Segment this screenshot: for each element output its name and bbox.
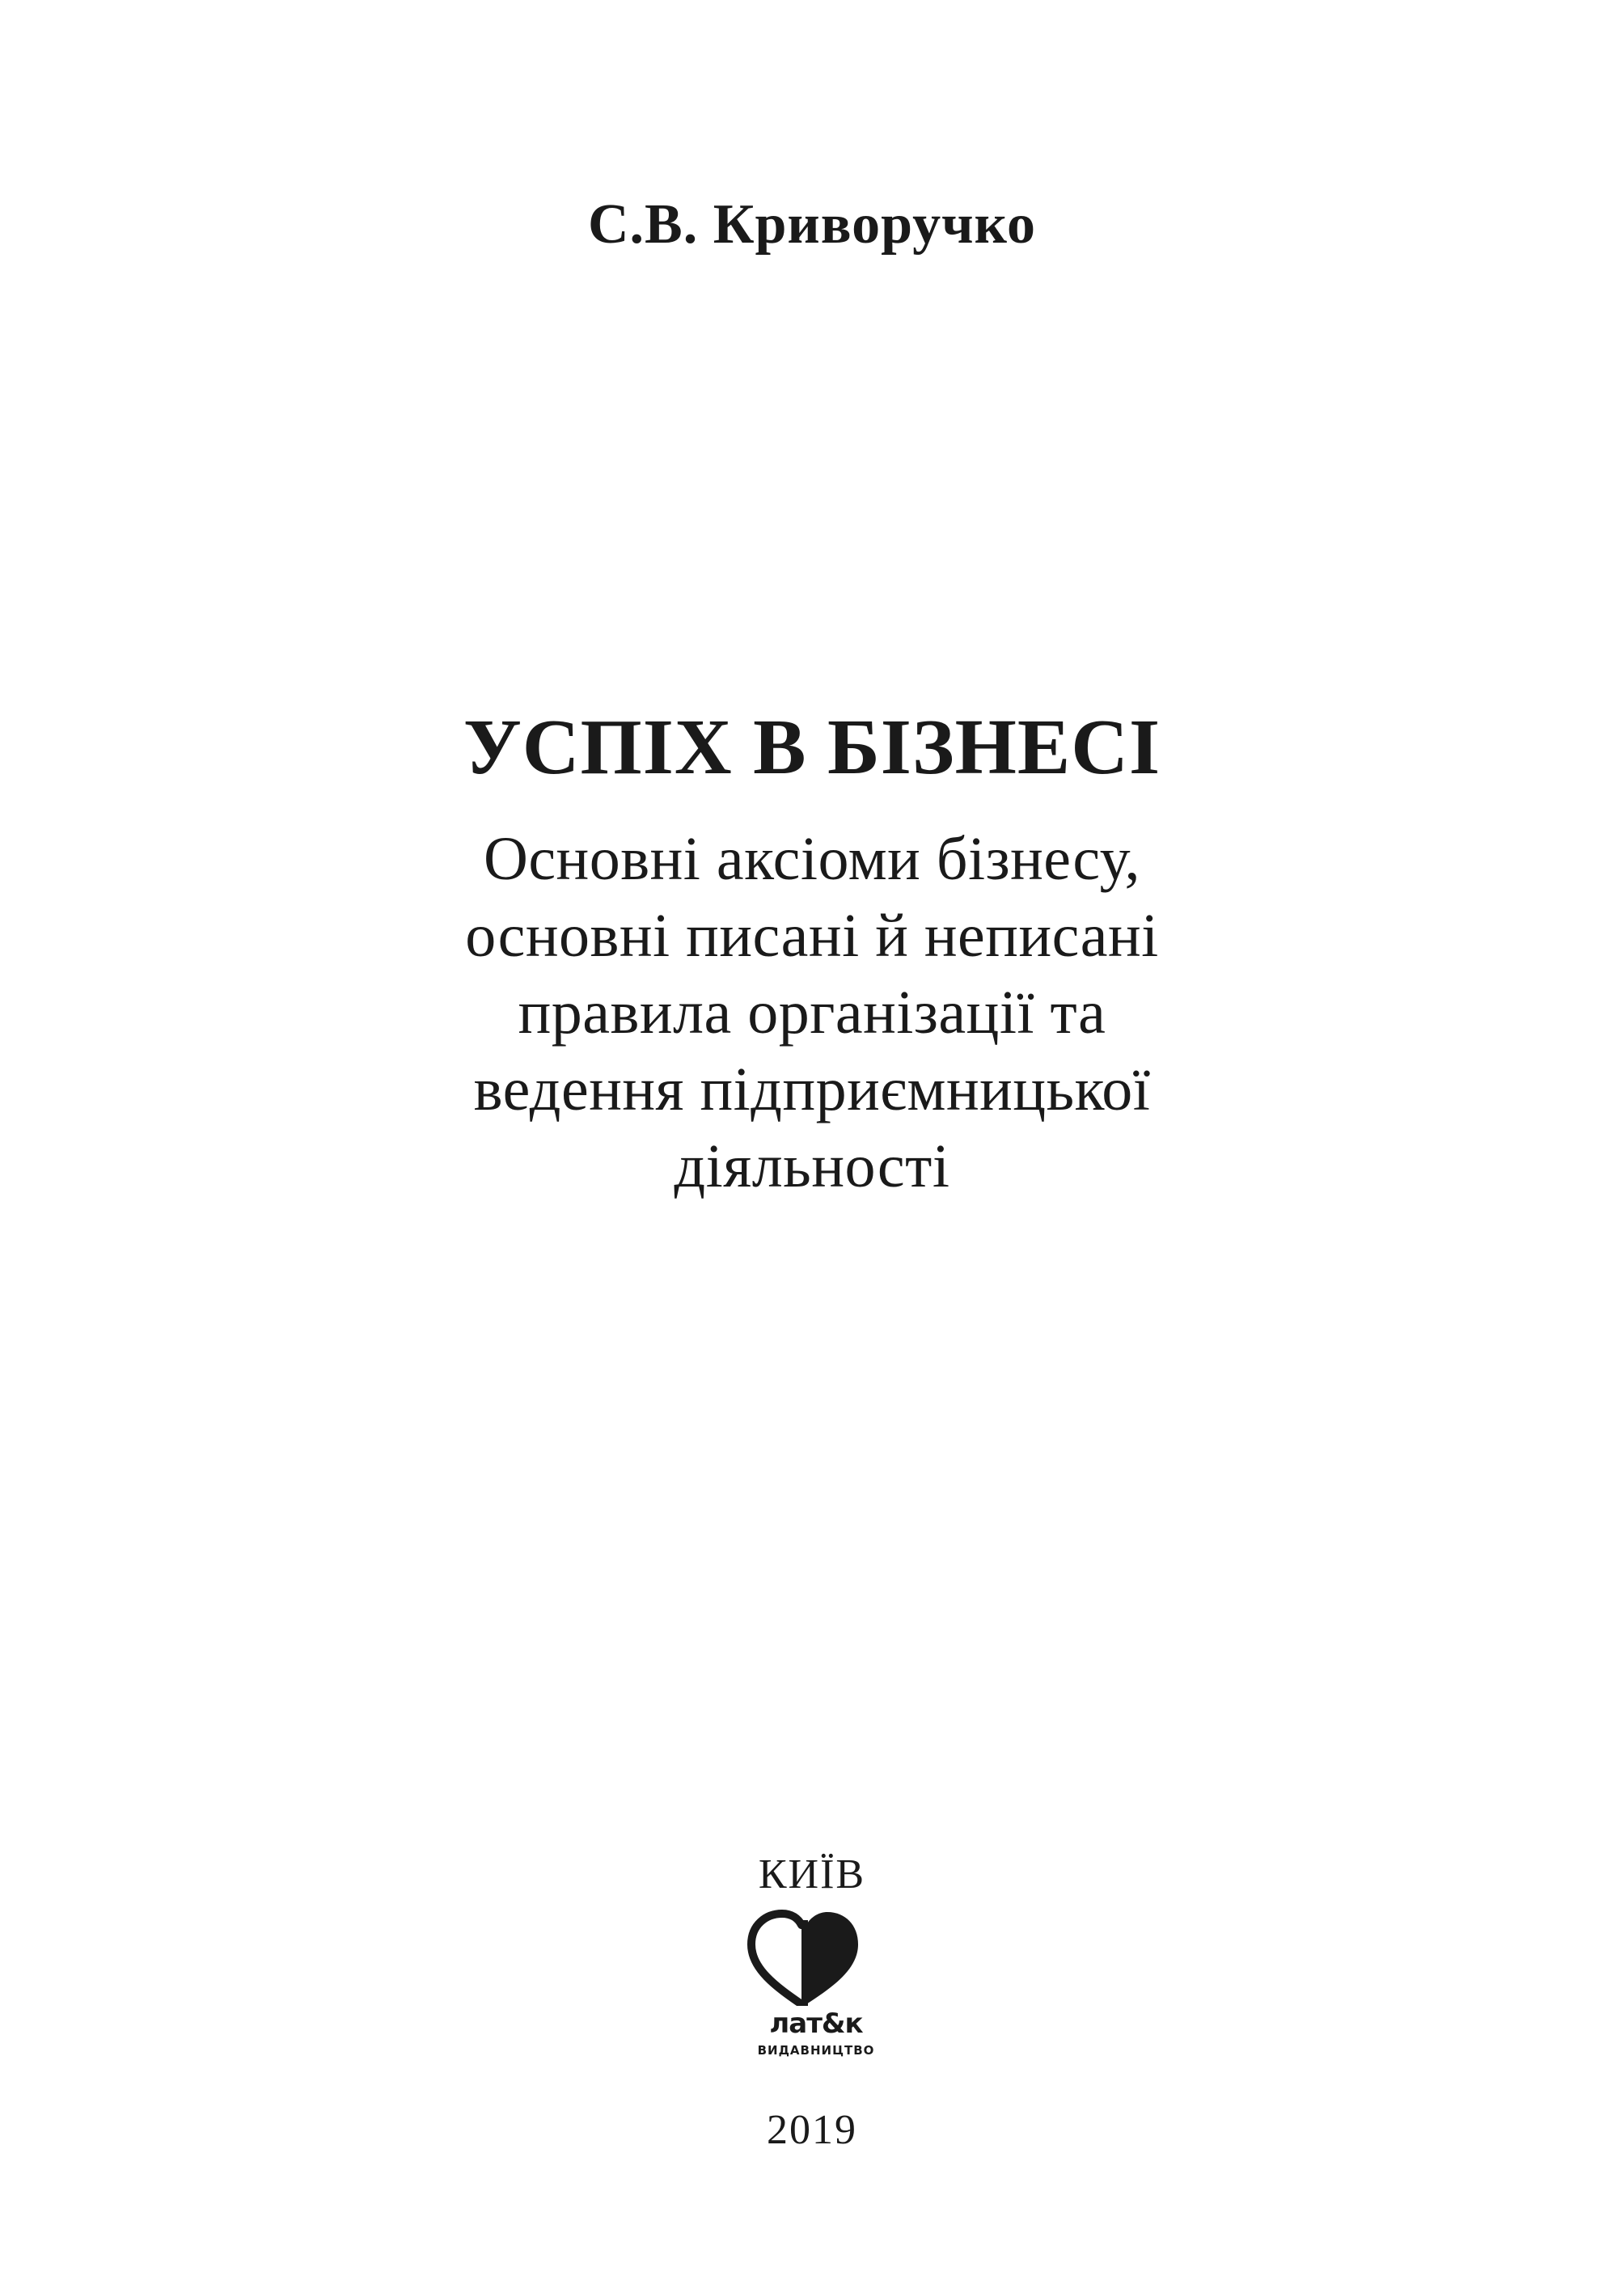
subtitle-line: ведення підприємницької [473,1056,1151,1123]
author-name: С.В. Криворучко [588,193,1036,256]
book-title: УСПІХ В БІЗНЕСІ [463,704,1161,791]
publisher-logo [699,1909,933,2079]
book-subtitle [0,821,1624,1205]
publication-city: КИЇВ [758,1851,866,1897]
subtitle-line: основні писані й неписані [465,902,1159,970]
publisher-subtitle: ВИДАВНИЦТВО [757,2043,875,2058]
publisher-heart-logo-icon [743,1909,865,2006]
subtitle-line: правила організації та [518,979,1106,1047]
publisher-name: лат&к [769,2007,863,2040]
subtitle-line: Основні аксіоми бізнесу, [483,825,1141,893]
subtitle-line: діяльності [674,1132,950,1200]
publication-year: 2019 [767,2107,857,2153]
